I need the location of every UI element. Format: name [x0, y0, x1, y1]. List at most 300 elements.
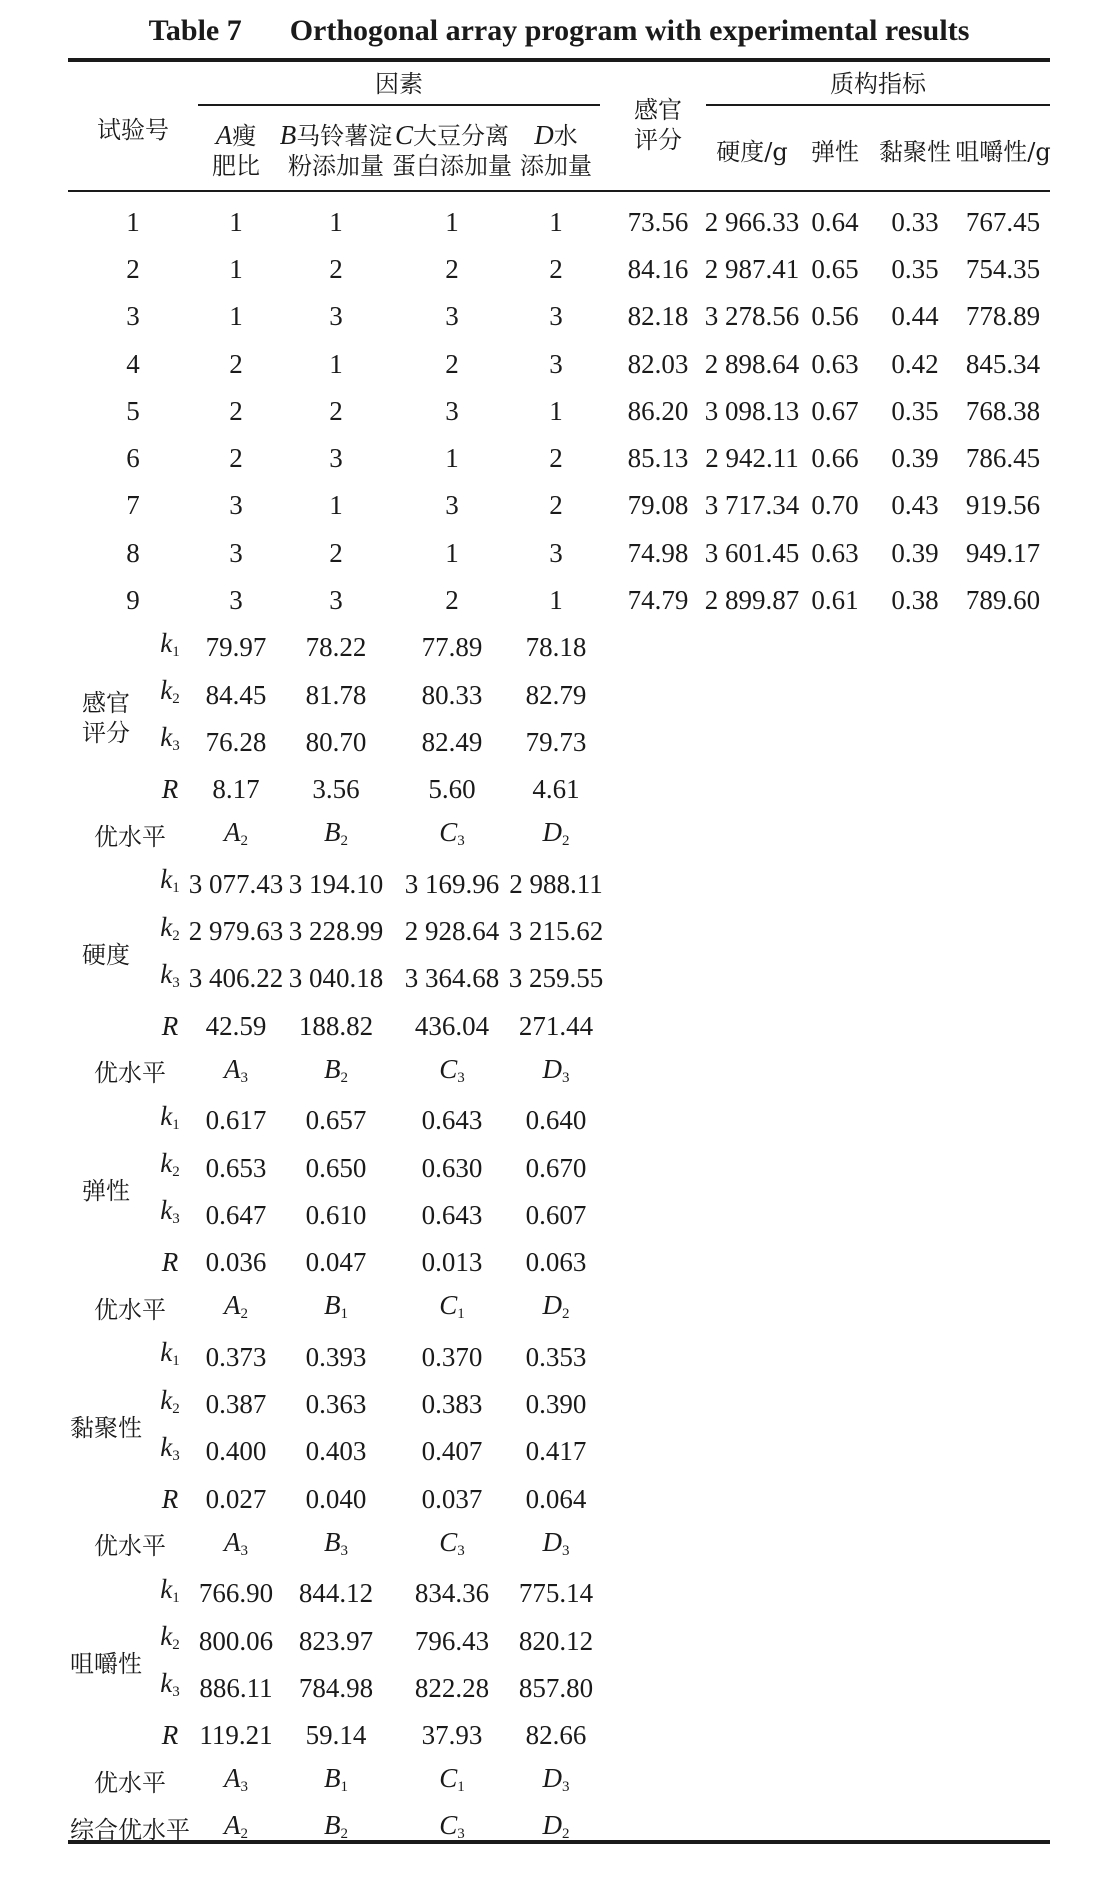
stat-letter: $k_2$: [160, 1621, 180, 1654]
analysis-3-row-1-D: 0.390: [525, 1389, 587, 1420]
analysis-3-row-2-A: 0.400: [205, 1436, 267, 1467]
analysis-3-row-2-C: 0.407: [421, 1436, 483, 1467]
analysis-2-row-3-A: 0.036: [205, 1247, 267, 1278]
analysis-0-row-0-D: 78.18: [525, 632, 587, 663]
trial-7-A: 3: [229, 490, 243, 521]
analysis-0-row-2-C: 82.49: [421, 726, 483, 757]
trial-7-sensory: 79.08: [627, 490, 689, 521]
optimal-level-label: 优水平: [94, 1532, 166, 1561]
header-factor-letter: B: [279, 119, 297, 150]
trial-5-D: 1: [549, 395, 563, 426]
trial-3-hardness: 3 278.56: [704, 301, 800, 332]
analysis-4-row-1-B: 823.97: [298, 1625, 374, 1656]
trial-2-chewiness: 754.35: [965, 253, 1041, 284]
overall-optimal-B: [281, 1806, 391, 1853]
trial-4-B: 1: [329, 348, 343, 379]
header-factor-line-1: B马铃薯淀: [279, 119, 393, 150]
optimal-level-value: $A_3$: [224, 1053, 248, 1086]
trial-2-springiness: 0.65: [811, 253, 859, 284]
trial-8-sensory: 74.98: [627, 537, 689, 568]
header-texture-label: 黏聚性: [879, 138, 951, 166]
analysis-0-row-1-A: 84.45: [205, 679, 267, 710]
stat-r-label: [150, 766, 190, 813]
analysis-group-label: [66, 624, 146, 813]
stat-k1-label: [150, 1570, 190, 1617]
analysis-2-row-2-C: 0.643: [421, 1199, 483, 1230]
trial-6-hardness: 2 942.11: [705, 443, 799, 474]
analysis-1-row-3-D: 271.44: [518, 1010, 594, 1041]
overall-optimal-label: 综合优水平: [70, 1815, 190, 1844]
trial-3-A: 1: [229, 301, 243, 332]
trial-2-hardness: 2 987.41: [704, 253, 800, 284]
optimal-level-value: $B_2$: [324, 1053, 348, 1086]
trial-4-springiness: 0.63: [811, 348, 859, 379]
trial-3-D: 3: [549, 301, 563, 332]
trial-4-A: 2: [229, 348, 243, 379]
analysis-1-row-1-D: 3 215.62: [508, 916, 604, 947]
optimal-level-B: [281, 1522, 391, 1569]
header-factor-letter: D: [534, 119, 554, 150]
trial-9-B: 3: [329, 585, 343, 616]
optimal-level-A: [191, 1522, 281, 1569]
analysis-2-row-0-C: 0.643: [421, 1105, 483, 1136]
trial-3-sensory: 82.18: [627, 301, 689, 332]
analysis-group-label-line: 感官: [82, 689, 130, 718]
optimal-level-value: $C_3$: [439, 817, 465, 850]
trial-4-D: 3: [549, 348, 563, 379]
analysis-group-label-line: 评分: [82, 719, 130, 748]
stat-letter: $k_3$: [160, 722, 180, 755]
stat-letter: $k_1$: [160, 864, 180, 897]
analysis-2-row-1-B: 0.650: [305, 1152, 367, 1183]
analysis-3-row-2-B: 0.403: [305, 1436, 367, 1467]
trial-8-hardness: 3 601.45: [704, 537, 800, 568]
optimal-level-A: [191, 1049, 281, 1096]
header-factor-B: [274, 116, 398, 184]
table-caption-title: Orthogonal array program with experimental results: [289, 14, 970, 47]
trial-7-C: 3: [445, 490, 459, 521]
trial-3-cohesiveness: 0.44: [891, 301, 939, 332]
trial-4-chewiness: 845.34: [965, 348, 1041, 379]
stat-k1-label: [150, 1333, 190, 1380]
analysis-4-row-0-A: 766.90: [198, 1578, 274, 1609]
analysis-2-row-0-B: 0.657: [305, 1105, 367, 1136]
header-texture-chewiness: [948, 124, 1058, 180]
optimal-level-C: [392, 1286, 512, 1333]
trial-1-hardness: 2 966.33: [704, 206, 800, 237]
overall-optimal-value: $A_2$: [224, 1810, 248, 1843]
header-factor-letter: A: [215, 119, 233, 150]
stat-letter: $k_3$: [160, 958, 180, 991]
header-factor-line-1: D水: [534, 119, 578, 150]
trial-5-no: 5: [126, 395, 140, 426]
trial-5-chewiness: 768.38: [965, 395, 1041, 426]
analysis-3-row-3-A: 0.027: [205, 1483, 267, 1514]
optimal-level-A: [191, 813, 281, 860]
trial-6-chewiness: 786.45: [965, 443, 1041, 474]
stat-r-label: [150, 1712, 190, 1759]
trial-2-cohesiveness: 0.35: [891, 253, 939, 284]
trial-8-no: 8: [126, 537, 140, 568]
header-factors-group: 因素: [375, 70, 423, 98]
analysis-4-row-3-B: 59.14: [305, 1720, 367, 1751]
trial-4-sensory: 82.03: [627, 348, 689, 379]
stat-r-label: [150, 1002, 190, 1049]
trial-9-A: 3: [229, 585, 243, 616]
optimal-level-B: [281, 1286, 391, 1333]
stat-k2-label: [150, 908, 190, 955]
trial-8-chewiness: 949.17: [965, 537, 1041, 568]
analysis-0-row-3-A: 8.17: [212, 774, 260, 805]
trial-9-hardness: 2 899.87: [704, 585, 800, 616]
optimal-level-C: [392, 1049, 512, 1096]
stat-k2-label: [150, 1617, 190, 1664]
trial-9-cohesiveness: 0.38: [891, 585, 939, 616]
trial-6-springiness: 0.66: [811, 443, 859, 474]
analysis-1-row-0-B: 3 194.10: [288, 868, 384, 899]
analysis-group-label: [66, 1570, 146, 1759]
stat-letter: $k_1$: [160, 627, 180, 660]
optimal-level-value: $D_3$: [542, 1526, 570, 1559]
analysis-4-row-1-A: 800.06: [198, 1625, 274, 1656]
optimal-level-D: [508, 813, 604, 860]
trial-1-cohesiveness: 0.33: [891, 206, 939, 237]
trial-6-no: 6: [126, 443, 140, 474]
optimal-level-value: $C_1$: [439, 1290, 465, 1323]
optimal-level-D: [508, 1759, 604, 1806]
analysis-3-row-0-C: 0.370: [421, 1341, 483, 1372]
stat-k1-label: [150, 860, 190, 907]
analysis-1-row-3-C: 436.04: [414, 1010, 490, 1041]
analysis-0-row-0-A: 79.97: [205, 632, 267, 663]
analysis-3-row-1-B: 0.363: [305, 1389, 367, 1420]
analysis-4-row-2-A: 886.11: [199, 1672, 273, 1703]
optimal-level-value: $C_1$: [439, 1763, 465, 1796]
optimal-level-value: $B_1$: [324, 1290, 348, 1323]
analysis-4-row-1-D: 820.12: [518, 1625, 594, 1656]
table-caption-label: Table 7: [148, 14, 242, 47]
analysis-4-row-2-C: 822.28: [414, 1672, 490, 1703]
trial-2-sensory: 84.16: [627, 253, 689, 284]
trial-5-B: 2: [329, 395, 343, 426]
header-sensory-score: 感官 评分: [634, 96, 682, 154]
analysis-4-row-2-D: 857.80: [518, 1672, 594, 1703]
analysis-2-row-3-D: 0.063: [525, 1247, 587, 1278]
analysis-group-label-line: 硬度: [82, 940, 130, 969]
trial-3-C: 3: [445, 301, 459, 332]
stat-letter: $k_3$: [160, 1668, 180, 1701]
stat-letter: R: [161, 1483, 179, 1514]
analysis-2-row-1-A: 0.653: [205, 1152, 267, 1183]
table-caption: [0, 10, 1118, 52]
table-top-rule: [68, 58, 1050, 62]
analysis-1-row-0-A: 3 077.43: [188, 868, 284, 899]
optimal-level-value: $A_3$: [224, 1526, 248, 1559]
analysis-3-row-0-B: 0.393: [305, 1341, 367, 1372]
analysis-2-row-2-D: 0.607: [525, 1199, 587, 1230]
stat-letter: $k_1$: [160, 1573, 180, 1606]
trial-6-B: 3: [329, 443, 343, 474]
trial-8-D: 3: [549, 537, 563, 568]
trial-1-springiness: 0.64: [811, 206, 859, 237]
analysis-2-row-1-C: 0.630: [421, 1152, 483, 1183]
trial-7-B: 1: [329, 490, 343, 521]
analysis-3-row-2-D: 0.417: [525, 1436, 587, 1467]
stat-letter: $k_3$: [160, 1195, 180, 1228]
stat-letter: $k_2$: [160, 1148, 180, 1181]
optimal-level-value: $B_2$: [324, 817, 348, 850]
analysis-4-row-3-D: 82.66: [525, 1720, 587, 1751]
analysis-4-row-0-B: 844.12: [298, 1578, 374, 1609]
optimal-level-label: 优水平: [94, 1295, 166, 1324]
analysis-group-label-line: 咀嚼性: [70, 1650, 142, 1679]
stat-letter: $k_2$: [160, 675, 180, 708]
optimal-level-value: $A_3$: [224, 1763, 248, 1796]
optimal-level-value: $D_2$: [542, 1290, 570, 1323]
header-factor-A: [184, 116, 288, 184]
optimal-level-value: $D_2$: [542, 817, 570, 850]
analysis-3-row-0-A: 0.373: [205, 1341, 267, 1372]
optimal-level-value: $B_1$: [324, 1763, 348, 1796]
trial-9-springiness: 0.61: [811, 585, 859, 616]
analysis-0-row-1-D: 82.79: [525, 679, 587, 710]
trial-7-hardness: 3 717.34: [704, 490, 800, 521]
trial-9-D: 1: [549, 585, 563, 616]
optimal-level-label: 优水平: [94, 1059, 166, 1088]
header-factor-line-2: 蛋白添加量: [392, 151, 512, 180]
stat-letter: $k_2$: [160, 1384, 180, 1417]
analysis-3-row-1-C: 0.383: [421, 1389, 483, 1420]
header-mid-rule-factors: [198, 104, 600, 106]
header-factor-line-1: A瘦: [215, 119, 257, 150]
analysis-2-row-2-A: 0.647: [205, 1199, 267, 1230]
optimal-level-D: [508, 1049, 604, 1096]
analysis-4-row-3-A: 119.21: [199, 1720, 273, 1751]
header-factor-D: [501, 116, 611, 184]
trial-4-C: 2: [445, 348, 459, 379]
analysis-0-row-1-C: 80.33: [421, 679, 483, 710]
stat-letter: R: [161, 1720, 179, 1751]
trial-2-no: 2: [126, 253, 140, 284]
stat-letter: $k_3$: [160, 1431, 180, 1464]
analysis-3-row-1-A: 0.387: [205, 1389, 267, 1420]
trial-8-A: 3: [229, 537, 243, 568]
analysis-1-row-0-C: 3 169.96: [404, 868, 500, 899]
optimal-level-A: [191, 1286, 281, 1333]
trial-2-C: 2: [445, 253, 459, 284]
analysis-1-row-2-B: 3 040.18: [288, 963, 384, 994]
stat-r-label: [150, 1475, 190, 1522]
analysis-2-row-0-D: 0.640: [525, 1105, 587, 1136]
analysis-0-row-1-B: 81.78: [305, 679, 367, 710]
overall-optimal-C: [392, 1806, 512, 1853]
analysis-group-label: [66, 1333, 146, 1522]
overall-optimal-D: [508, 1806, 604, 1853]
analysis-1-row-1-B: 3 228.99: [288, 916, 384, 947]
analysis-4-row-1-C: 796.43: [414, 1625, 490, 1656]
trial-3-springiness: 0.56: [811, 301, 859, 332]
trial-4-hardness: 2 898.64: [704, 348, 800, 379]
trial-5-A: 2: [229, 395, 243, 426]
trial-6-cohesiveness: 0.39: [891, 443, 939, 474]
analysis-group-label-line: 弹性: [82, 1177, 130, 1206]
stat-k1-label: [150, 624, 190, 671]
stat-r-label: [150, 1239, 190, 1286]
header-factor-C: [385, 116, 519, 184]
header-mid-rule-texture: [706, 104, 1050, 106]
trial-3-B: 3: [329, 301, 343, 332]
analysis-4-row-0-D: 775.14: [518, 1578, 594, 1609]
trial-9-no: 9: [126, 585, 140, 616]
analysis-1-row-1-C: 2 928.64: [404, 916, 500, 947]
trial-4-no: 4: [126, 348, 140, 379]
trial-9-chewiness: 789.60: [965, 585, 1041, 616]
analysis-0-row-2-D: 79.73: [525, 726, 587, 757]
stat-k2-label: [150, 671, 190, 718]
analysis-4-row-0-C: 834.36: [414, 1578, 490, 1609]
trial-3-no: 3: [126, 301, 140, 332]
header-factor-line-2: 粉添加量: [288, 151, 384, 180]
optimal-level-B: [281, 1759, 391, 1806]
header-texture-springiness: [798, 124, 872, 180]
trial-6-C: 1: [445, 443, 459, 474]
analysis-group-label: [66, 1097, 146, 1286]
trial-7-no: 7: [126, 490, 140, 521]
optimal-level-C: [392, 1759, 512, 1806]
trial-1-no: 1: [126, 206, 140, 237]
optimal-level-value: $C_3$: [439, 1053, 465, 1086]
header-factor-line-2: 添加量: [520, 151, 592, 180]
stat-k3-label: [150, 955, 190, 1002]
trial-7-D: 2: [549, 490, 563, 521]
analysis-3-row-3-C: 0.037: [421, 1483, 483, 1514]
stat-letter: $k_1$: [160, 1100, 180, 1133]
analysis-3-row-3-D: 0.064: [525, 1483, 587, 1514]
optimal-level-B: [281, 1049, 391, 1096]
header-texture-label: 硬度/g: [716, 138, 788, 166]
optimal-level-C: [392, 813, 512, 860]
trial-6-A: 2: [229, 443, 243, 474]
trial-8-C: 1: [445, 537, 459, 568]
header-texture-group: 质构指标: [830, 70, 926, 98]
trial-8-cohesiveness: 0.39: [891, 537, 939, 568]
optimal-level-A: [191, 1759, 281, 1806]
analysis-0-row-3-D: 4.61: [532, 774, 580, 805]
analysis-2-row-1-D: 0.670: [525, 1152, 587, 1183]
trial-7-springiness: 0.70: [811, 490, 859, 521]
trial-8-B: 2: [329, 537, 343, 568]
analysis-1-row-2-D: 3 259.55: [508, 963, 604, 994]
trial-5-cohesiveness: 0.35: [891, 395, 939, 426]
trial-9-sensory: 74.79: [627, 585, 689, 616]
header-trial-no: 试验号: [97, 116, 169, 144]
overall-optimal-A: [191, 1806, 281, 1853]
analysis-2-row-3-C: 0.013: [421, 1247, 483, 1278]
analysis-group-label: [66, 860, 146, 1049]
trial-8-springiness: 0.63: [811, 537, 859, 568]
analysis-4-row-3-C: 37.93: [421, 1720, 483, 1751]
stat-letter: R: [161, 774, 179, 805]
trial-3-chewiness: 778.89: [965, 301, 1041, 332]
analysis-1-row-0-D: 2 988.11: [509, 868, 603, 899]
analysis-3-row-0-D: 0.353: [525, 1341, 587, 1372]
optimal-level-value: $C_3$: [439, 1526, 465, 1559]
trial-6-D: 2: [549, 443, 563, 474]
analysis-0-row-0-B: 78.22: [305, 632, 367, 663]
stat-k3-label: [150, 1428, 190, 1475]
analysis-0-row-3-C: 5.60: [428, 774, 476, 805]
stat-letter: R: [161, 1010, 179, 1041]
trial-5-sensory: 86.20: [627, 395, 689, 426]
trial-2-D: 2: [549, 253, 563, 284]
header-texture-hardness: [693, 124, 811, 180]
trial-5-springiness: 0.67: [811, 395, 859, 426]
optimal-level-value: $D_3$: [542, 1763, 570, 1796]
analysis-1-row-2-A: 3 406.22: [188, 963, 284, 994]
trial-6-sensory: 85.13: [627, 443, 689, 474]
analysis-0-row-2-B: 80.70: [305, 726, 367, 757]
optimal-level-value: $A_2$: [224, 817, 248, 850]
optimal-level-value: $D_3$: [542, 1053, 570, 1086]
optimal-level-D: [508, 1522, 604, 1569]
header-factor-line-1: C大豆分离: [394, 119, 509, 150]
analysis-1-row-3-A: 42.59: [205, 1010, 267, 1041]
trial-4-cohesiveness: 0.42: [891, 348, 939, 379]
trial-1-D: 1: [549, 206, 563, 237]
trial-2-B: 2: [329, 253, 343, 284]
analysis-3-row-3-B: 0.040: [305, 1483, 367, 1514]
analysis-1-row-1-A: 2 979.63: [188, 916, 284, 947]
trial-9-C: 2: [445, 585, 459, 616]
stat-k2-label: [150, 1144, 190, 1191]
analysis-0-row-3-B: 3.56: [312, 774, 360, 805]
analysis-0-row-2-A: 76.28: [205, 726, 267, 757]
analysis-0-row-0-C: 77.89: [421, 632, 483, 663]
optimal-level-C: [392, 1522, 512, 1569]
trial-5-C: 3: [445, 395, 459, 426]
stat-k3-label: [150, 1664, 190, 1711]
optimal-level-value: $B_3$: [324, 1526, 348, 1559]
trial-1-sensory: 73.56: [627, 206, 689, 237]
trial-1-B: 1: [329, 206, 343, 237]
header-bottom-rule: [68, 190, 1050, 192]
stat-k1-label: [150, 1097, 190, 1144]
optimal-level-D: [508, 1286, 604, 1333]
header-factor-letter: C: [394, 119, 413, 150]
optimal-level-value: $A_2$: [224, 1290, 248, 1323]
analysis-2-row-2-B: 0.610: [305, 1199, 367, 1230]
trial-7-cohesiveness: 0.43: [891, 490, 939, 521]
header-factor-line-2: 肥比: [212, 151, 260, 180]
trial-1-A: 1: [229, 206, 243, 237]
trial-7-chewiness: 919.56: [965, 490, 1041, 521]
analysis-2-row-0-A: 0.617: [205, 1105, 267, 1136]
trial-2-A: 1: [229, 253, 243, 284]
stat-k3-label: [150, 718, 190, 765]
stat-k2-label: [150, 1381, 190, 1428]
analysis-group-label-line: 黏聚性: [70, 1413, 142, 1442]
header-texture-label: 弹性: [811, 138, 859, 166]
optimal-level-label: 优水平: [94, 1768, 166, 1797]
trial-1-chewiness: 767.45: [965, 206, 1041, 237]
optimal-level-B: [281, 813, 391, 860]
optimal-level-label: 优水平: [94, 822, 166, 851]
overall-optimal-value: $C_3$: [439, 1810, 465, 1843]
trial-1-C: 1: [445, 206, 459, 237]
analysis-1-row-2-C: 3 364.68: [404, 963, 500, 994]
stat-letter: $k_2$: [160, 911, 180, 944]
analysis-2-row-3-B: 0.047: [305, 1247, 367, 1278]
